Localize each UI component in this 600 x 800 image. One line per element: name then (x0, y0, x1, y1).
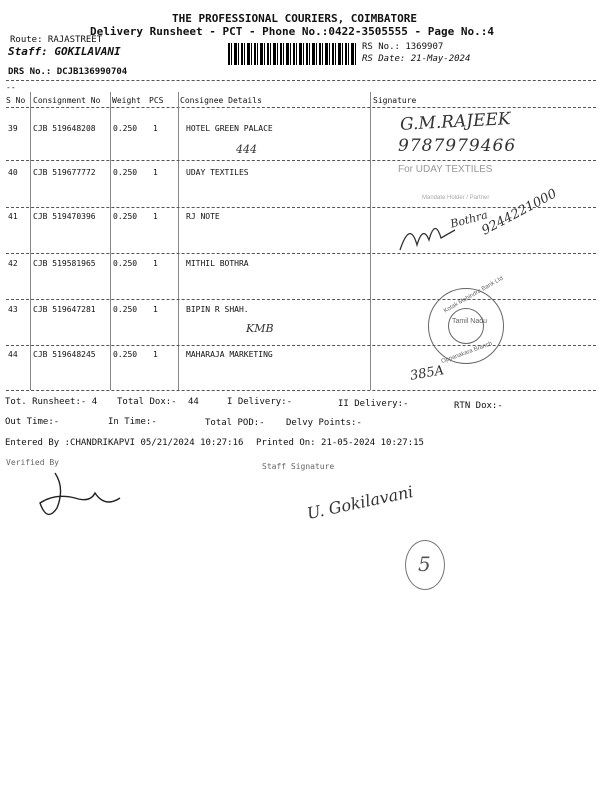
row-pcs: 1 (153, 305, 158, 314)
row-pcs: 1 (153, 124, 158, 133)
row-consignment: CJB 519677772 (33, 168, 96, 177)
handwritten-phone-row41: 9244221000 (479, 186, 560, 239)
handwritten-phone-row39: 9787979466 (398, 136, 517, 156)
row-weight: 0.250 (113, 168, 138, 177)
col-consignment: Consignment No (33, 96, 101, 105)
row-sno: 41 (8, 212, 18, 221)
verified-by-label: Verified By (6, 458, 59, 467)
rtn-dox-label: RTN Dox:- (454, 401, 503, 411)
row-weight: 0.250 (113, 259, 138, 268)
row-consignee: MAHARAJA MARKETING (186, 350, 273, 359)
row-consignment: CJB 519581965 (33, 259, 96, 268)
verified-signature-scribble (35, 468, 125, 528)
row-divider (6, 253, 596, 254)
tot-runsheet: Tot. Runsheet:- 4 (5, 397, 98, 407)
row-sno: 44 (8, 350, 18, 359)
rs-date: RS Date: 21-May-2024 (362, 54, 471, 64)
delvy-points-label: Delvy Points:- (286, 418, 362, 428)
row-weight: 0.250 (113, 212, 138, 221)
row-consignee: UDAY TEXTILES (186, 168, 249, 177)
header-divider (6, 80, 596, 81)
col-consignee: Consignee Details (180, 96, 262, 105)
total-pod-label: Total POD:- (205, 418, 265, 428)
bank-stamp-inner (448, 308, 484, 344)
row-weight: 0.250 (113, 350, 138, 359)
total-dox-value: 44 (188, 397, 199, 407)
row-consignee: MITHIL BOTHRA (186, 259, 249, 268)
handwritten-note-kmb: KMB (246, 322, 274, 335)
row-consignee: RJ NOTE (186, 212, 220, 221)
row-pcs: 1 (153, 168, 158, 177)
col-pcs: PCS (149, 96, 164, 105)
row-sno: 42 (8, 259, 18, 268)
col-weight: Weight (112, 96, 141, 105)
handwritten-staff-signature: U. Gokilavani (305, 481, 415, 524)
staff-signature-label: Staff Signature (262, 462, 335, 471)
row-weight: 0.250 (113, 305, 138, 314)
row-weight: 0.250 (113, 124, 138, 133)
total-dox-label: Total Dox:- (117, 397, 177, 407)
out-time-label: Out Time:- (5, 417, 60, 427)
row-divider (6, 207, 596, 208)
row-consignment: CJB 519648245 (33, 350, 96, 359)
runsheet-title: Delivery Runsheet - PCT - Phone No.:0422-3505555 - Page No.:4 (90, 25, 494, 38)
staff-name: Staff: GOKILAVANI (8, 45, 121, 58)
in-time-label: In Time:- (108, 417, 157, 427)
row-divider (6, 299, 596, 300)
row-consignee: BIPIN R SHAH. (186, 305, 249, 314)
row-consignment: CJB 519470396 (33, 212, 96, 221)
bank-stamp-city: Tamil Nadu (452, 318, 488, 325)
circled-number-value: 5 (418, 552, 431, 576)
uday-stamp-sub: Mandate Holder / Partner (422, 195, 490, 201)
col-sno: S No (6, 96, 26, 105)
bank-stamp-branch: Oppanakara Branch (440, 340, 494, 366)
row-consignee: HOTEL GREEN PALACE (186, 124, 273, 133)
rs-number: RS No.: 1369907 (362, 42, 444, 52)
printed-on: Printed On: 21-05-2024 10:27:15 (256, 438, 424, 448)
row-divider (6, 160, 596, 161)
i-delivery-label: I Delivery:- (227, 397, 293, 407)
row-pcs: 1 (153, 212, 158, 221)
col-signature: Signature (373, 96, 417, 105)
row-sno: 40 (8, 168, 18, 177)
entered-by: Entered By :CHANDRIKAPVI 05/21/2024 10:27:16 (5, 438, 244, 448)
handwritten-bothra: Bothra (448, 208, 490, 231)
row-sno: 43 (8, 305, 18, 314)
route-label: Route: RAJASTREET (10, 35, 103, 45)
barcode-image (228, 43, 356, 65)
table-header-divider (6, 107, 596, 108)
row-pcs: 1 (153, 350, 158, 359)
row-consignment: CJB 519648208 (33, 124, 96, 133)
bank-stamp-name: Kotak Mahindra Bank Ltd (443, 275, 505, 315)
handwritten-note-444: 444 (236, 143, 257, 156)
drs-number: DRS No.: DCJB136990704 (8, 67, 128, 77)
ii-delivery-label: II Delivery:- (338, 399, 409, 409)
uday-stamp: For UDAY TEXTILES (398, 164, 493, 175)
handwritten-signature-row39: G.M.RAJEEK (399, 109, 512, 135)
handwritten-signature-row44: 385A (408, 363, 446, 384)
row-sno: 39 (8, 124, 18, 133)
table-bottom-divider (6, 390, 596, 391)
row-consignment: CJB 519647281 (33, 305, 96, 314)
row-divider (6, 345, 596, 346)
dash-marks: -- (6, 83, 16, 92)
row-pcs: 1 (153, 259, 158, 268)
company-title: THE PROFESSIONAL COURIERS, COIMBATORE (172, 12, 418, 25)
